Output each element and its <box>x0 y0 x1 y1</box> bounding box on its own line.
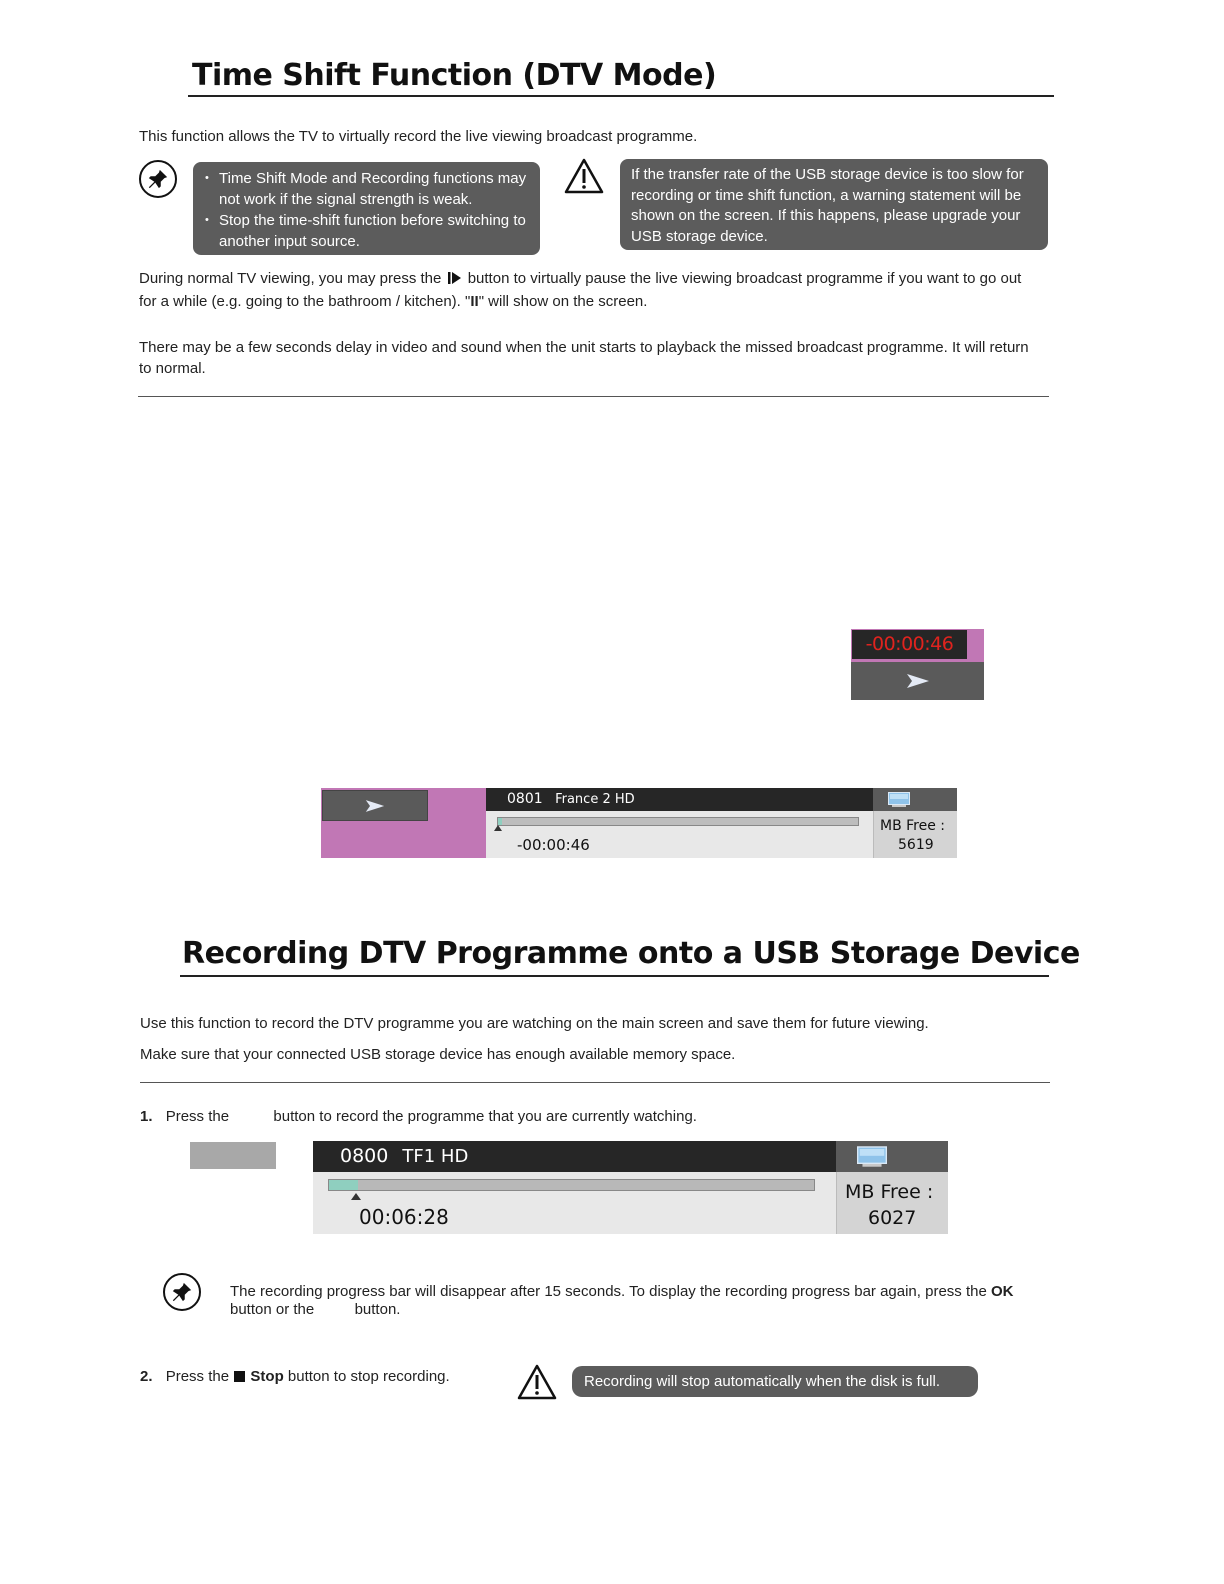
section-divider <box>138 396 1049 397</box>
timeshift-osd-small <box>851 629 984 700</box>
section1-para2: There may be a few seconds delay in video and sound when the unit starts to playback the missed broadcast programme. It will return to normal. <box>139 339 1029 377</box>
channel-header <box>486 788 873 811</box>
note-item: • Stop the time-shift function before switching to another input source. <box>205 210 530 252</box>
note-item: • Time Shift Mode and Recording functions may not work if the signal strength is weak. <box>205 168 530 210</box>
note-callout <box>193 162 540 255</box>
timeshift-osd-bar <box>321 788 957 858</box>
progress-track <box>497 817 859 826</box>
timeshift-time: -00:00:46 <box>852 630 967 659</box>
pause-symbol: II <box>470 293 479 310</box>
play-arrow-icon <box>906 673 930 689</box>
record-button-placeholder <box>190 1142 276 1169</box>
ok-button-label: OK <box>990 1283 1014 1300</box>
usb-device-icon <box>836 1141 948 1172</box>
recording-osd-bar <box>313 1141 948 1234</box>
title-underline <box>188 95 1054 97</box>
channel-name: France 2 HD <box>555 792 635 807</box>
section1-para1: During normal TV viewing, you may press the button to virtually pause the live viewing broadcast programme if you want to go out for a while (e.g. going to the bathroom / kitchen). "II" will show on the screen. <box>139 270 1022 310</box>
section-divider <box>140 1082 1050 1083</box>
section2-title: Recording DTV Programme onto a USB Storage Device <box>182 936 1080 971</box>
section1-title: Time Shift Function (DTV Mode) <box>192 58 717 93</box>
recording-note: The recording progress bar will disappear after 15 seconds. To display the recording progress bar again, press the OK button or the button. <box>230 1283 1014 1318</box>
title-underline <box>180 975 1049 977</box>
play-indicator <box>851 662 984 700</box>
mb-free-value: 5619 <box>898 837 934 853</box>
channel-header <box>313 1141 836 1172</box>
channel-number: 0801 <box>507 791 543 807</box>
progress-marker <box>494 825 502 831</box>
usb-device-icon <box>873 788 957 811</box>
mb-free-label: MB Free : <box>880 818 946 834</box>
mb-free-value: 6027 <box>868 1207 917 1229</box>
stop-square-icon <box>234 1371 245 1382</box>
warning-callout: If the transfer rate of the USB storage device is too slow for recording or time shift function, a warning statement will be shown on the screen. If this happens, please upgrade your USB storage device. <box>620 159 1048 250</box>
play-pause-icon <box>448 270 462 291</box>
elapsed-time: 00:06:28 <box>359 1205 449 1229</box>
mb-free-label: MB Free : <box>845 1181 934 1203</box>
step1: 1. Press the button to record the programme that you are currently watching. <box>140 1108 697 1125</box>
elapsed-time: -00:00:46 <box>517 836 590 854</box>
section2-intro2: Make sure that your connected USB storage device has enough available memory space. <box>140 1046 736 1063</box>
section2-intro1: Use this function to record the DTV programme you are watching on the main screen and save them for future viewing. <box>140 1015 929 1032</box>
play-arrow-icon <box>365 799 385 813</box>
step-number: 2. <box>140 1368 153 1385</box>
progress-track <box>328 1179 815 1191</box>
section1-intro: This function allows the TV to virtually record the live viewing broadcast programme. <box>139 128 698 145</box>
pin-note-icon <box>139 160 177 198</box>
channel-number: 0800 <box>340 1145 389 1167</box>
warning-icon <box>564 158 604 194</box>
step-number: 1. <box>140 1108 153 1125</box>
warning-icon <box>517 1364 557 1400</box>
progress-marker <box>351 1193 361 1200</box>
pin-note-icon <box>163 1273 201 1311</box>
channel-name: TF1 HD <box>402 1146 469 1167</box>
step2: 2. Press the Stop button to stop recording. <box>140 1368 450 1385</box>
play-indicator <box>322 790 428 821</box>
stop-button-label: Stop <box>250 1368 284 1385</box>
disk-full-warning: Recording will stop automatically when the disk is full. <box>572 1366 978 1397</box>
